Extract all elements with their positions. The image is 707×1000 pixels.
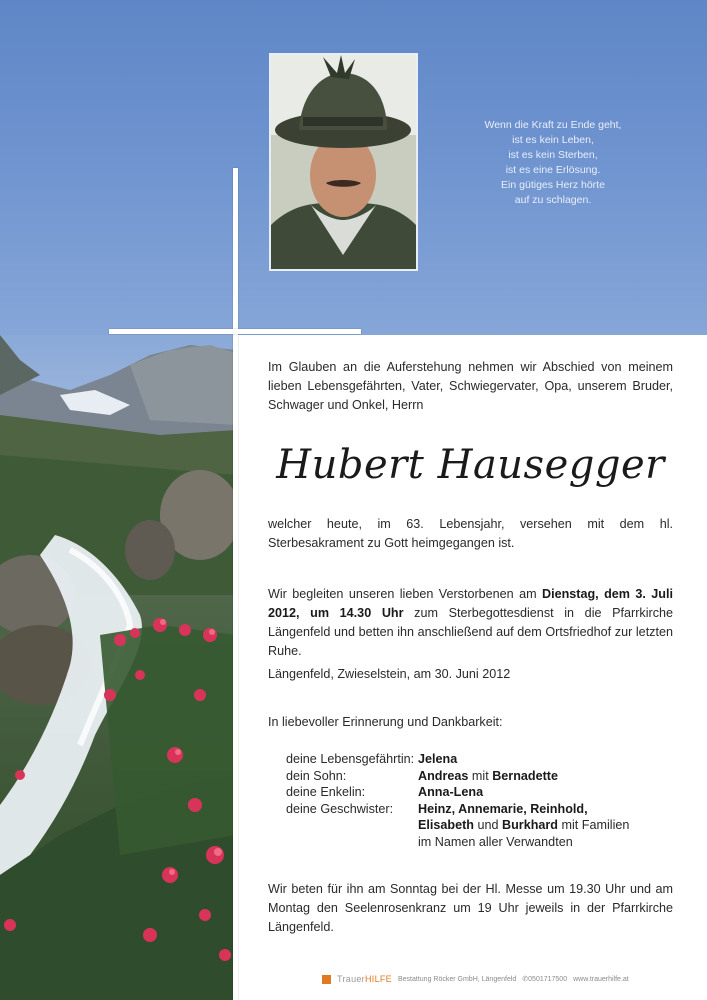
landscape-illustration — [0, 335, 236, 1000]
portrait-illustration — [271, 55, 416, 269]
mountain-landscape-image — [0, 335, 236, 1000]
family-tail: mit Familien — [558, 818, 630, 832]
family-names — [418, 751, 678, 768]
family-name: Burkhard — [502, 818, 558, 832]
passing-paragraph: welcher heute, im 63. Lebensjahr, versehen mit dem hl. Sterbesakrament zu Gott heimgegangen ist. — [268, 517, 673, 550]
place-date: Längenfeld, Zwieselstein, am 30. Juni 2012 — [268, 667, 511, 681]
funeral-text-start: Wir begleiten unseren lieben Verstorbenen am — [268, 587, 542, 601]
family-names — [418, 768, 678, 785]
family-row — [286, 784, 678, 801]
poem-line: ist es kein Leben, — [512, 134, 594, 146]
family-connector: und — [474, 818, 503, 832]
family-row — [286, 751, 678, 768]
family-name: Heinz, Annemarie, Reinhold, — [418, 801, 588, 816]
brand-text: Trauer — [337, 974, 365, 984]
family-relation: dein Sohn: — [286, 768, 347, 783]
family-list — [286, 751, 678, 850]
funeral-paragraph — [268, 585, 673, 661]
prayer-paragraph: Wir beten für ihn am Sonntag bei der Hl. Messe um 19.30 Uhr und am Montag den Seelenrosenkranz um 19 Uhr jeweils in der Pfarrkirche Längenfeld. — [268, 882, 673, 934]
cross-vertical-beam — [233, 168, 238, 1000]
family-connector: mit — [468, 768, 493, 783]
poem-line: ist es eine Erlösung. — [505, 164, 601, 176]
family-row — [286, 768, 678, 785]
family-row — [286, 834, 678, 851]
footer — [322, 972, 702, 986]
remembrance-line: In liebevoller Erinnerung und Dankbarkeit: — [268, 715, 503, 729]
poem — [470, 118, 636, 208]
family-name: Jelena — [418, 752, 458, 766]
family-name: Andreas — [418, 768, 469, 783]
family-relation: deine Enkelin: — [286, 785, 366, 799]
family-names — [418, 784, 678, 801]
family-relation — [286, 834, 418, 851]
footer-company: Bestattung Röcker GmbH, Längenfeld — [398, 975, 517, 983]
family-names — [418, 817, 678, 834]
family-relation: deine Geschwister: — [286, 801, 394, 816]
family-relation: deine Lebensgefährtin: — [286, 752, 415, 766]
intro-paragraph: Im Glauben an die Auferstehung nehmen wir Abschied von meinem lieben Lebensgefährten, Vater, Schwiegervater, Opa, unserem Bruder, Schwager und Onkel, Herrn — [268, 360, 673, 412]
poem-line: Wenn die Kraft zu Ende geht, — [484, 119, 622, 131]
cross-horizontal-beam — [109, 329, 361, 334]
family-row — [286, 817, 678, 834]
family-name: Bernadette — [492, 768, 558, 783]
family-relation — [286, 817, 418, 834]
family-names: im Namen aller Verwandten — [418, 834, 573, 849]
funeral-date: Dienstag, dem 3. Juli 2012, um 14.30 Uhr — [268, 587, 673, 620]
portrait-photo — [269, 53, 418, 271]
footer-web-link[interactable]: www.trauerhilfe.at — [573, 975, 629, 983]
poem-line: ist es kein Sterben, — [508, 149, 598, 161]
funeral-text-end: zum Sterbegottesdienst in die Pfarrkirche Längenfeld und betten ihn anschließend auf dem Ortsfriedhof zur letzten Ruhe. — [268, 606, 674, 658]
family-name: Elisabeth — [418, 818, 474, 832]
brand-logo — [337, 974, 392, 984]
deceased-name: Hubert Hausegger — [276, 442, 665, 488]
family-row — [286, 801, 678, 818]
poem-line: auf zu schlagen. — [514, 194, 592, 206]
logo-icon — [322, 975, 331, 984]
footer-phone: ✆0501717500 — [522, 976, 568, 983]
poem-line: Ein gütiges Herz hörte — [501, 179, 605, 191]
brand-text-highlight: HILFE — [364, 974, 392, 984]
family-names — [418, 801, 678, 818]
family-name: Anna-Lena — [418, 785, 484, 799]
